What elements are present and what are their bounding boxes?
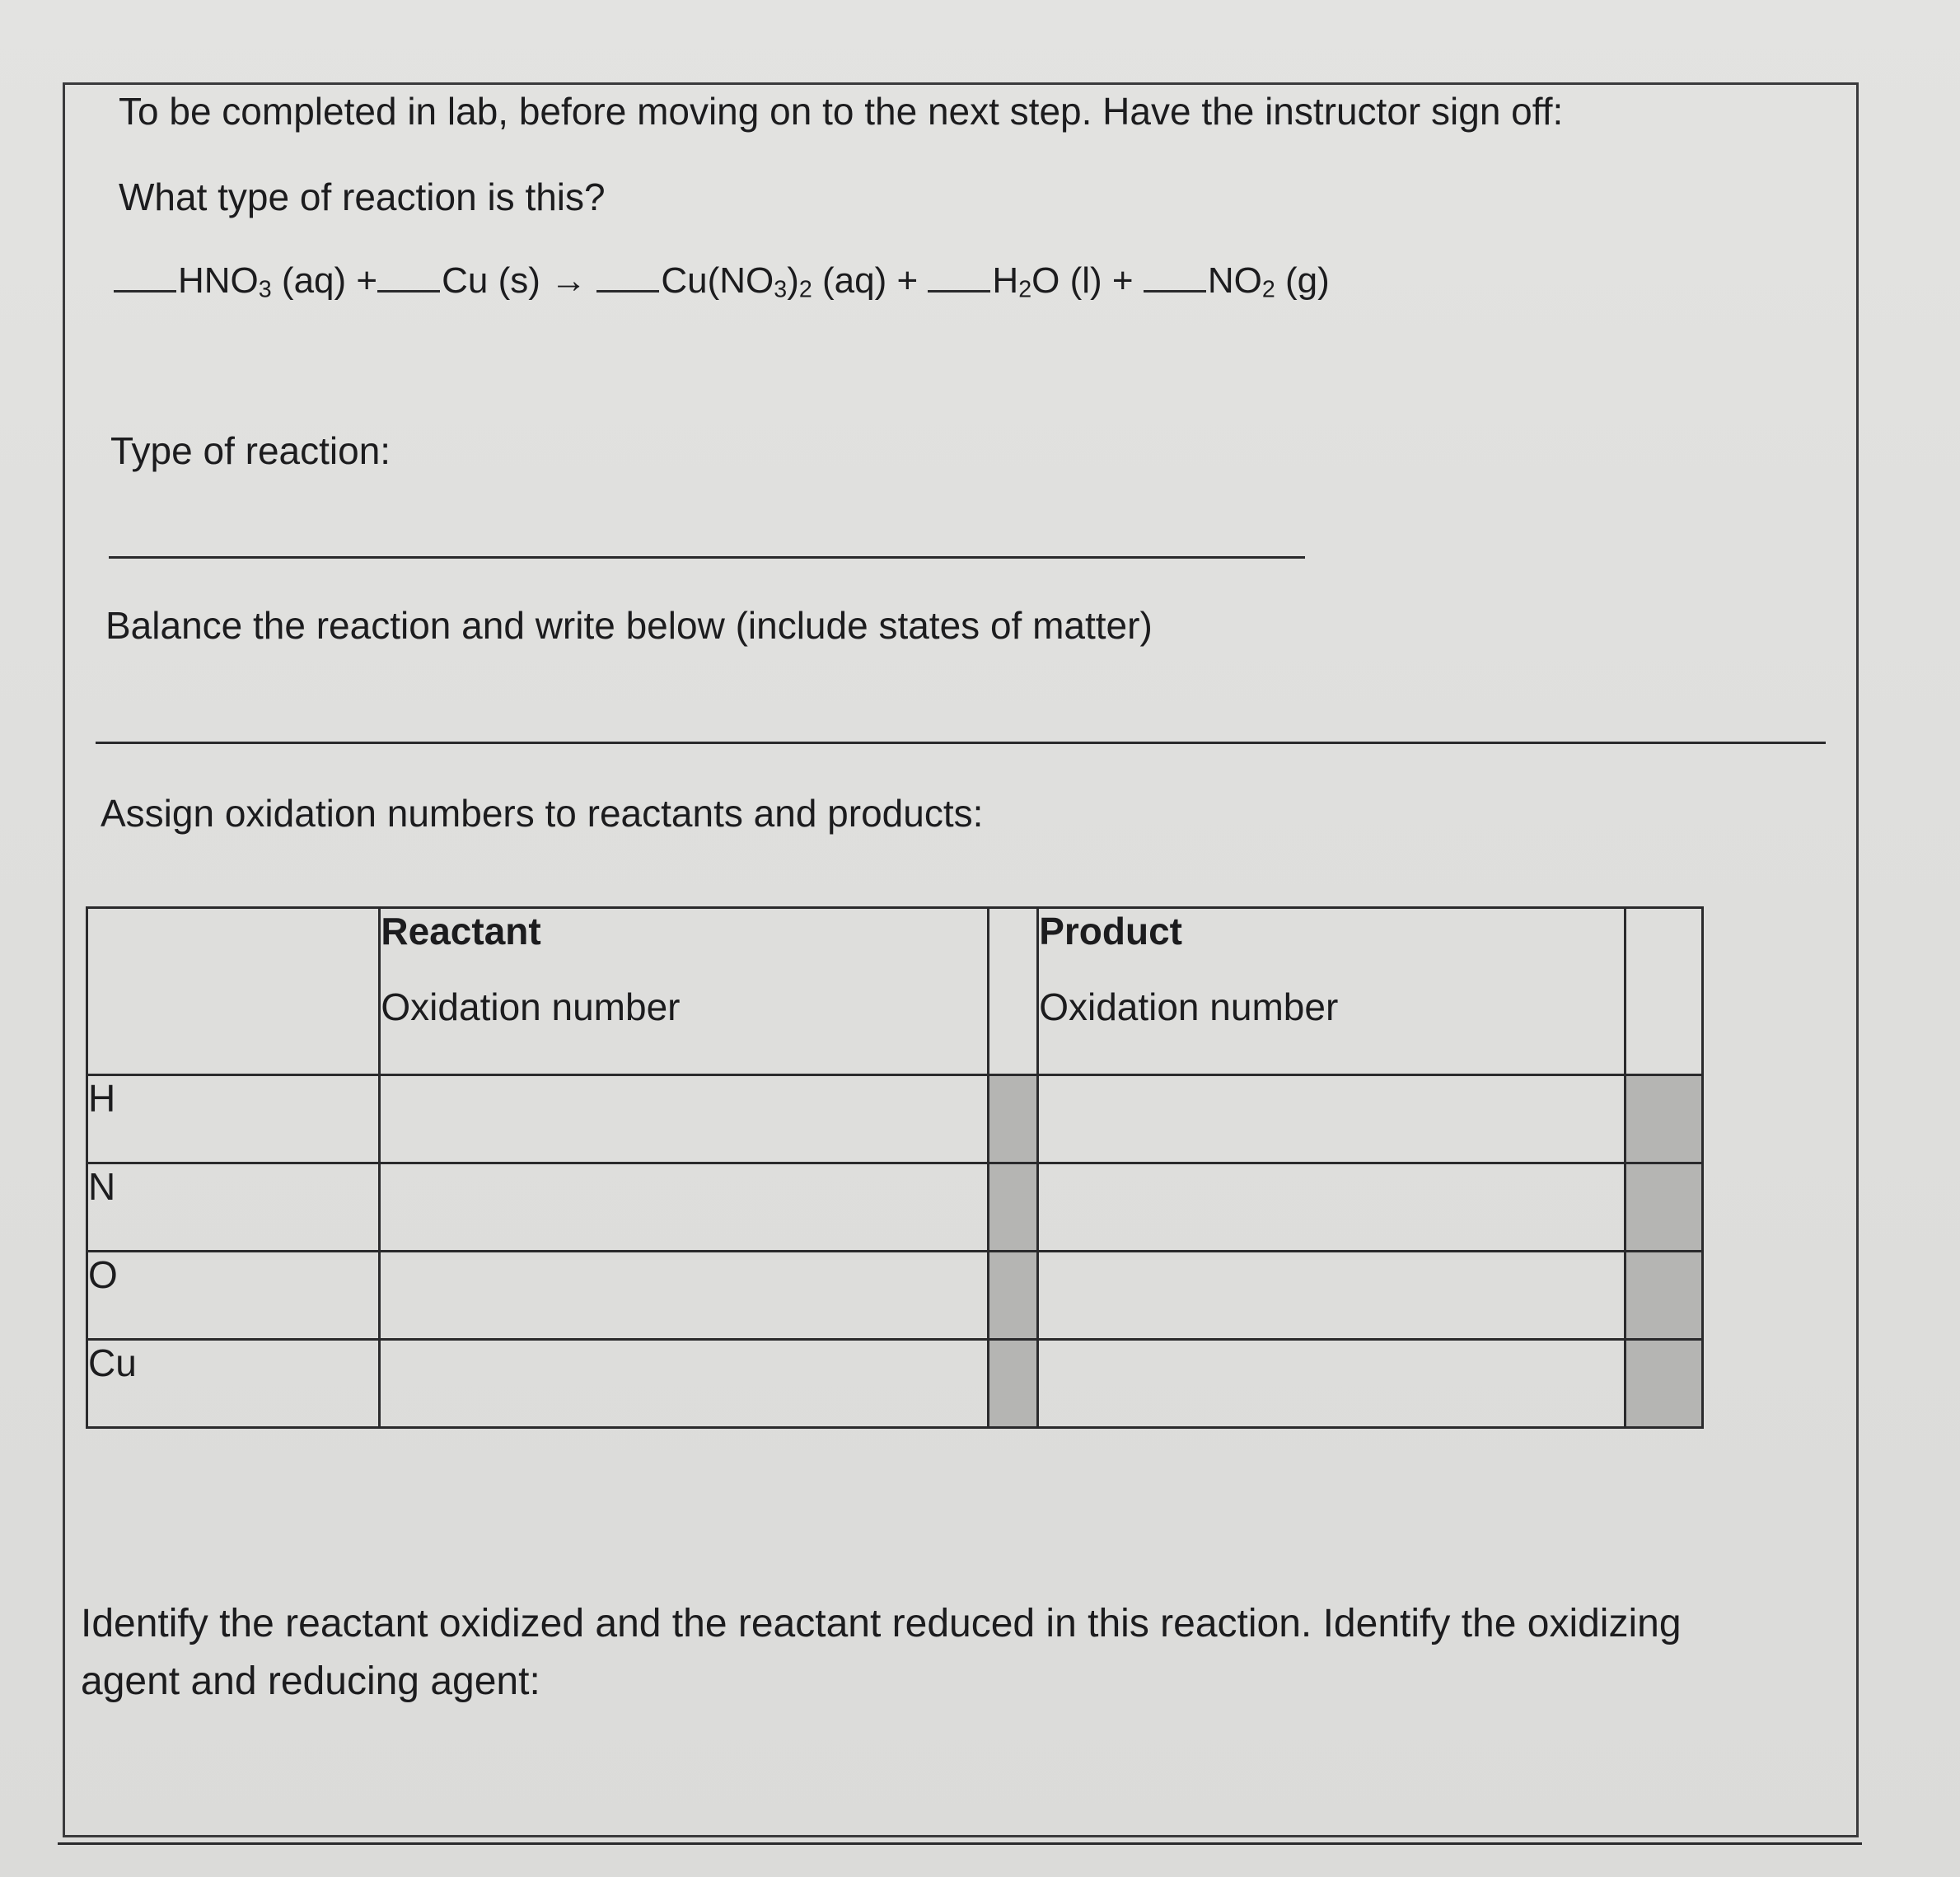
cuno3-subscript-2: 2: [798, 276, 812, 303]
element-label-n: N: [87, 1163, 380, 1252]
spacer-header-cell-right: [1626, 908, 1703, 1075]
cuno3-state: (aq): [821, 260, 887, 301]
shaded-cell: [1626, 1163, 1703, 1252]
product-ox-cell-cu[interactable]: [1038, 1340, 1626, 1428]
shaded-cell: [989, 1340, 1038, 1428]
no2-formula: NO: [1207, 260, 1262, 301]
question-text: What type of reaction is this?: [119, 176, 606, 218]
reactant-ox-cell-n[interactable]: [380, 1163, 989, 1252]
table-row: [87, 1252, 1703, 1340]
balance-label: Balance the reaction and write below (include states of matter): [105, 604, 1153, 647]
shaded-cell: [989, 1252, 1038, 1340]
coefficient-blank-h2o[interactable]: [928, 265, 990, 293]
reactant-oxidation-subheader: Oxidation number: [381, 985, 681, 1028]
no2-subscript: 2: [1261, 276, 1275, 303]
identify-answer-line[interactable]: [58, 1842, 1862, 1845]
table-corner-cell: [87, 908, 380, 1075]
hno3-formula: HNO: [178, 260, 259, 301]
shaded-cell: [1626, 1075, 1703, 1163]
oxidation-number-table: [86, 906, 1704, 1429]
product-oxidation-subheader: Oxidation number: [1039, 985, 1339, 1028]
no2-state: (g): [1284, 260, 1330, 301]
cu-state: (s): [498, 260, 540, 301]
reactant-ox-cell-o[interactable]: [380, 1252, 989, 1340]
spacer-header-cell: [989, 908, 1038, 1075]
instruction-text: To be completed in lab, before moving on to the next step. Have the instructor sign off:: [119, 90, 1564, 133]
h2o-formula-2: O: [1031, 260, 1060, 301]
shaded-cell: [989, 1075, 1038, 1163]
cuno3-paren: ): [787, 260, 799, 301]
product-ox-cell-n[interactable]: [1038, 1163, 1626, 1252]
plus-sign: +: [896, 260, 919, 301]
table-row: [87, 1163, 1703, 1252]
coefficient-blank-cu[interactable]: [377, 265, 440, 293]
table-header-row: [87, 908, 1703, 1075]
reactant-ox-cell-h[interactable]: [380, 1075, 989, 1163]
cuno3-formula: Cu(NO: [661, 260, 774, 301]
shaded-cell: [989, 1163, 1038, 1252]
cuno3-subscript-1: 3: [774, 276, 788, 303]
coefficient-blank-no2[interactable]: [1144, 265, 1206, 293]
table-row: [87, 1075, 1703, 1163]
element-label-cu: Cu: [87, 1340, 380, 1428]
product-header-cell: [1038, 908, 1626, 1075]
reactant-ox-cell-cu[interactable]: [380, 1340, 989, 1428]
coefficient-blank-cuno3[interactable]: [596, 265, 659, 293]
plus-sign: +: [1111, 260, 1134, 301]
chemical-equation: [114, 260, 1330, 304]
hno3-state: (aq): [281, 260, 347, 301]
shaded-cell: [1626, 1252, 1703, 1340]
element-label-h: H: [87, 1075, 380, 1163]
product-header: Product: [1039, 910, 1182, 953]
reaction-arrow: →: [550, 260, 587, 301]
shaded-cell: [1626, 1340, 1703, 1428]
h2o-formula-1: H: [992, 260, 1019, 301]
identify-label-line-1: Identify the reactant oxidized and the reactant reduced in this reaction. Identify the oxidizing: [81, 1602, 1682, 1645]
hno3-subscript: 3: [258, 276, 272, 303]
identify-label-line-2: agent and reducing agent:: [81, 1659, 540, 1703]
product-ox-cell-o[interactable]: [1038, 1252, 1626, 1340]
h2o-state: (l): [1069, 260, 1102, 301]
table-row: [87, 1340, 1703, 1428]
cu-formula: Cu: [442, 260, 489, 301]
reactant-header-cell: [380, 908, 989, 1075]
reactant-header: Reactant: [381, 910, 541, 953]
assign-oxidation-label: Assign oxidation numbers to reactants and products:: [101, 792, 984, 835]
product-ox-cell-h[interactable]: [1038, 1075, 1626, 1163]
type-of-reaction-label: Type of reaction:: [110, 429, 391, 472]
type-of-reaction-answer-line[interactable]: [109, 556, 1305, 559]
plus-sign: +: [356, 260, 378, 301]
balance-answer-line[interactable]: [96, 742, 1826, 744]
h2o-subscript: 2: [1018, 276, 1032, 303]
element-label-o: O: [87, 1252, 380, 1340]
coefficient-blank-hno3[interactable]: [114, 265, 176, 293]
